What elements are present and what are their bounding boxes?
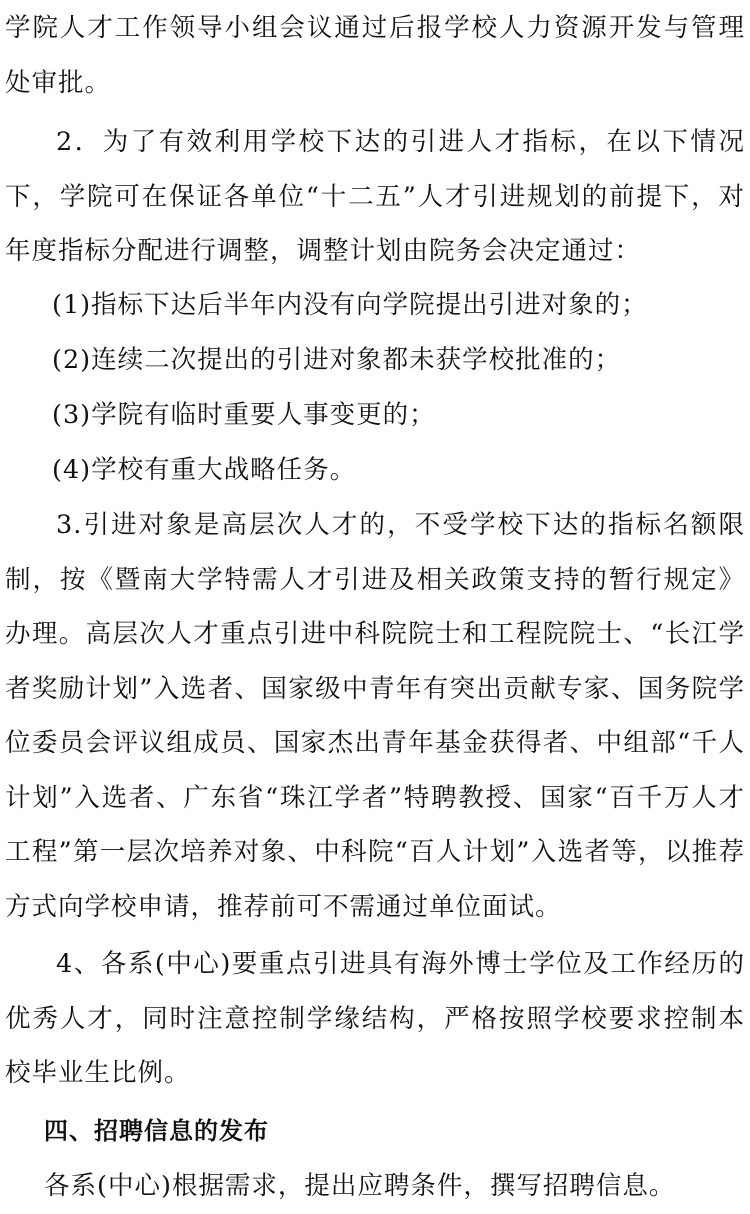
paragraph-3: 3.引进对象是高层次人才的，不受学校下达的指标名额限制，按《暨南大学特需人才引进及相关政策支持的暂行规定》办理。高层次人才重点引进中科院院士和工程院院士、“长江学者奖励计划”入选者、国家级中青年有突出贡献专家、国务院学位委员会评议组成员、国家杰出青年基金获得者、中组部“千人计划”入选者、广东省“珠江学者”特聘教授、国家“百千万人才工程”第一层次培养对象、中科院“百人计划”入选者等，以推荐方式向学校申请，推荐前可不需通过单位面试。 <box>5 510 745 922</box>
paragraph-4: 4、各系(中心)要重点引进具有海外博士学位及工作经历的优秀人才，同时注意控制学缘结构，严格按照学校要求控制本校毕业生比例。 <box>5 949 745 1088</box>
paragraph-5: 各系(中心)根据需求，提出应聘条件，撰写招聘信息。 <box>44 1171 676 1201</box>
list-item-1: (1)指标下达后半年内没有向学院提出引进对象的； <box>52 290 648 320</box>
list-item-3: (3)学院有临时重要人事变更的； <box>52 400 436 430</box>
paragraph-2: 2．为了有效利用学校下达的引进人才指标，在以下情况下，学院可在保证各单位“十二五”人才引进规划的前提下，对年度指标分配进行调整，调整计划由院务会决定通过： <box>5 127 745 266</box>
paragraph-continuation: 学院人才工作领导小组会议通过后报学校人力资源开发与管理处审批。 <box>5 13 745 98</box>
section-heading: 四、招聘信息的发布 <box>44 1117 269 1145</box>
list-item-2: (2)连续二次提出的引进对象都未获学校批准的； <box>52 345 622 375</box>
list-item-4: (4)学校有重大战略任务。 <box>52 455 357 485</box>
